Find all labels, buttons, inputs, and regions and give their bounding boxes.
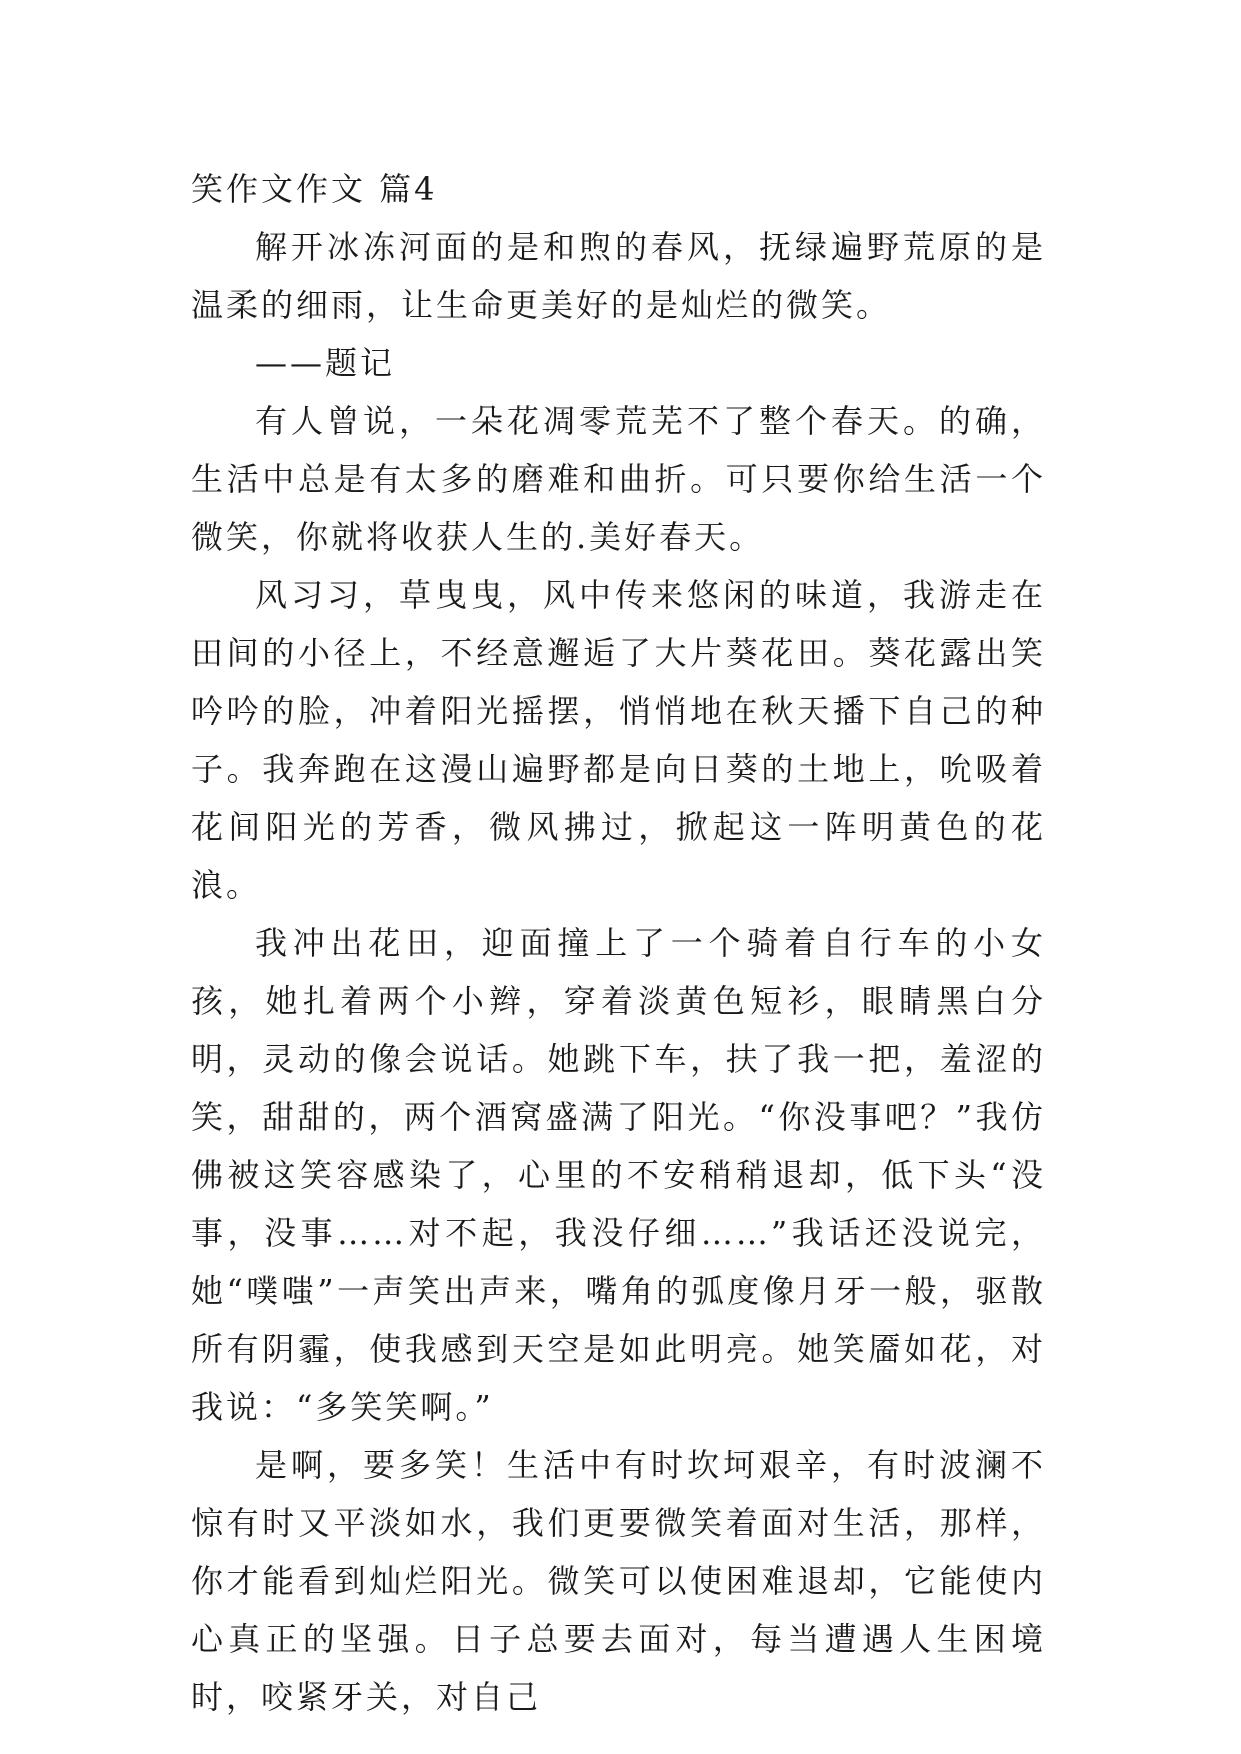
paragraph-reflection: 是啊，要多笑！生活中有时坎坷艰辛，有时波澜不惊有时又平淡如水，我们更要微笑着面对生活，那样，你才能看到灿烂阳光。微笑可以使困难退却，它能使内心真正的坚强。日子总要去面对，每当遭遇人生困境时，咬紧牙关，对自己 bbox=[191, 1446, 1046, 1716]
paragraph-intro: 有人曾说，一朵花凋零荒芜不了整个春天。的确，生活中总是有太多的磨难和曲折。可只要你给生活一个微笑，你就将收获人生的.美好春天。 bbox=[191, 402, 1046, 556]
paragraph-epigraph: 解开冰冻河面的是和煦的春风，抚绿遍野荒原的是温柔的细雨，让生命更美好的是灿烂的微笑。 bbox=[191, 228, 1046, 324]
article-body bbox=[191, 160, 1046, 1726]
paragraph-little-girl: 我冲出花田，迎面撞上了一个骑着自行车的小女孩，她扎着两个小辫，穿着淡黄色短衫，眼睛黑白分明，灵动的像会说话。她跳下车，扶了我一把，羞涩的笑，甜甜的，两个酒窝盛满了阳光。“你没事吧？”我仿佛被这笑容感染了，心里的不安稍稍退却，低下头“没事，没事……对不起，我没仔细……”我话还没说完，她“噗嗤”一声笑出声来，嘴角的弧度像月牙一般，驱散所有阴霾，使我感到天空是如此明亮。她笑靥如花，对我说：“多笑笑啊。” bbox=[191, 924, 1046, 1426]
article-title: 笑作文作文 篇4 bbox=[191, 170, 438, 208]
paragraph-epigraph-attribution: ——题记 bbox=[255, 344, 396, 382]
paragraph-sunflower-field: 风习习，草曳曳，风中传来悠闲的味道，我游走在田间的小径上，不经意邂逅了大片葵花田。葵花露出笑吟吟的脸，冲着阳光摇摆，悄悄地在秋天播下自己的种子。我奔跑在这漫山遍野都是向日葵的土地上，吮吸着花间阳光的芳香，微风拂过，掀起这一阵明黄色的花浪。 bbox=[191, 576, 1046, 904]
